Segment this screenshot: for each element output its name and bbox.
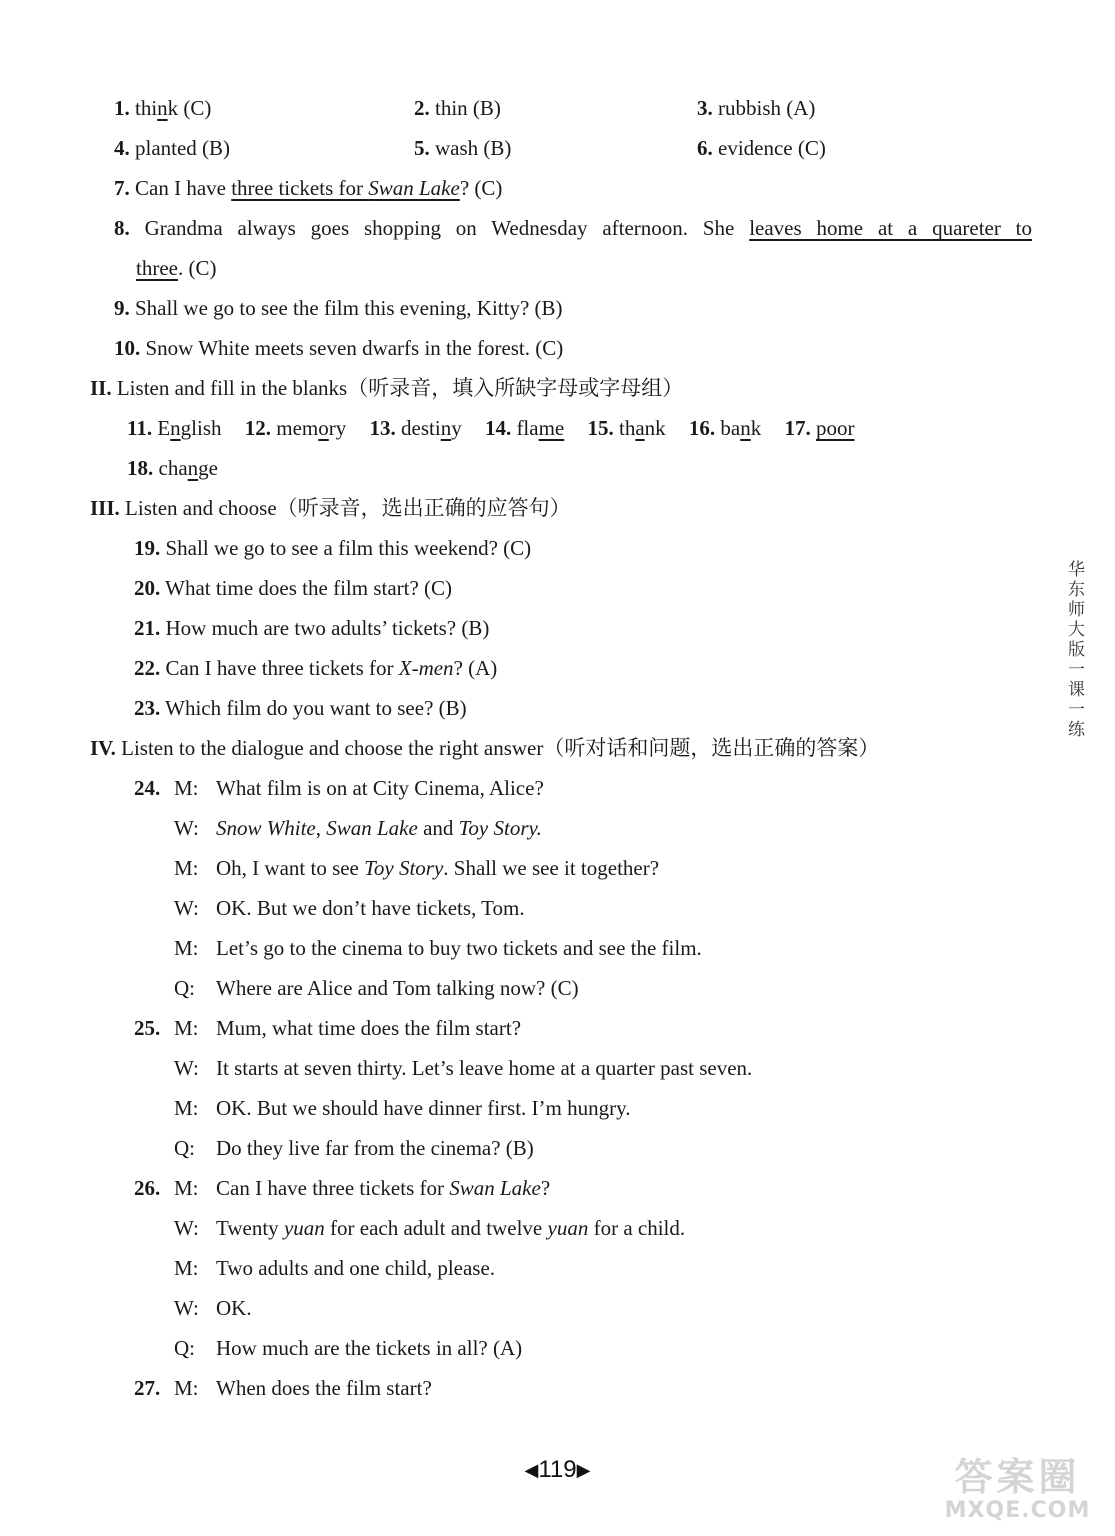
blank-11: 11. English	[127, 416, 222, 440]
answer-2: 2. thin (B)	[414, 96, 501, 120]
left-arrow-icon: ◀	[524, 1460, 539, 1480]
dialogue-24-line-4: W: OK. But we don’t have tickets, Tom.	[174, 896, 525, 920]
dialogue-26-question: Q: How much are the tickets in all? (A)	[174, 1336, 523, 1360]
blank-14: 14. flame	[484, 416, 565, 440]
dialogue-25-line-1: 25. M: Mum, what time does the film start?	[134, 1016, 522, 1040]
blank-15: 15. thank	[587, 416, 666, 440]
blank-13: 13. destiny	[369, 416, 462, 440]
dialogue-24-line-5: M: Let’s go to the cinema to buy two tickets and see the film.	[174, 936, 702, 960]
dialogue-25-question: Q: Do they live far from the cinema? (B)	[174, 1136, 534, 1160]
watermark-logo	[930, 1456, 1105, 1528]
dialogue-24-line-1: 24. M: What film is on at City Cinema, Alice?	[134, 776, 544, 800]
answer-9: 9. Shall we go to see the film this evening, Kitty? (B)	[114, 296, 563, 320]
watermark-url: MXQE.COM	[944, 1498, 1091, 1523]
dialogue-26-line-4: W: OK.	[174, 1296, 252, 1320]
dialogue-26-line-1: 26. M: Can I have three tickets for Swan Lake?	[134, 1176, 551, 1200]
section-2-heading: II. Listen and fill in the blanks（听录音，填入所缺字母或字母组）	[90, 376, 684, 400]
blank-17: 17. poor	[784, 416, 855, 440]
answer-8-continued: three. (C)	[136, 256, 217, 280]
watermark-logo-text: 答案圈	[954, 1455, 1081, 1499]
answer-22: 22. Can I have three tickets for X-men? (A)	[134, 656, 498, 680]
answer-23: 23. Which film do you want to see? (B)	[134, 696, 467, 720]
dialogue-24-line-3: M: Oh, I want to see Toy Story. Shall we see it together?	[174, 856, 660, 880]
dialogue-25-line-2: W: It starts at seven thirty. Let’s leave home at a quarter past seven.	[174, 1056, 753, 1080]
dialogue-24-line-2: W: Snow White, Swan Lake and Toy Story.	[174, 816, 542, 840]
answer-5: 5. wash (B)	[414, 136, 512, 160]
answer-8: 8. Grandma always goes shopping on Wednesday afternoon. She leaves home at a quareter to	[114, 216, 1033, 240]
answer-20: 20. What time does the film start? (C)	[134, 576, 453, 600]
dialogue-27-line-1: 27. M: When does the film start?	[134, 1376, 432, 1400]
answer-4: 4. planted (B)	[114, 136, 231, 160]
answer-21: 21. How much are two adults’ tickets? (B)	[134, 616, 490, 640]
blank-12: 12. memory	[244, 416, 347, 440]
dialogue-26-line-3: M: Two adults and one child, please.	[174, 1256, 496, 1280]
right-arrow-icon: ▶	[576, 1460, 591, 1480]
answer-10: 10. Snow White meets seven dwarfs in the forest. (C)	[114, 336, 564, 360]
dialogue-25-line-3: M: OK. But we should have dinner first. I’m hungry.	[174, 1096, 631, 1120]
side-book-title: 华东师大版一课一练	[1064, 560, 1084, 740]
blank-18: 18. change	[127, 456, 218, 480]
answer-7: 7. Can I have three tickets for Swan Lake? (C)	[114, 176, 503, 200]
answer-6: 6. evidence (C)	[697, 136, 826, 160]
dialogue-24-question: Q: Where are Alice and Tom talking now? (C)	[174, 976, 579, 1000]
section-3-heading: III. Listen and choose（听录音，选出正确的应答句）	[90, 496, 571, 520]
answer-19: 19. Shall we go to see a film this weekend? (C)	[134, 536, 532, 560]
blank-16: 16. bank	[688, 416, 762, 440]
section-4-heading: IV. Listen to the dialogue and choose the right answer（听对话和问题，选出正确的答案）	[90, 736, 880, 760]
fill-blanks-row	[127, 414, 855, 442]
page-number-value: 119	[538, 1456, 577, 1483]
dialogue-26-line-2: W: Twenty yuan for each adult and twelve yuan for a child.	[174, 1216, 686, 1240]
answer-1: 1. think (C)	[114, 96, 212, 120]
answer-3: 3. rubbish (A)	[697, 96, 816, 120]
